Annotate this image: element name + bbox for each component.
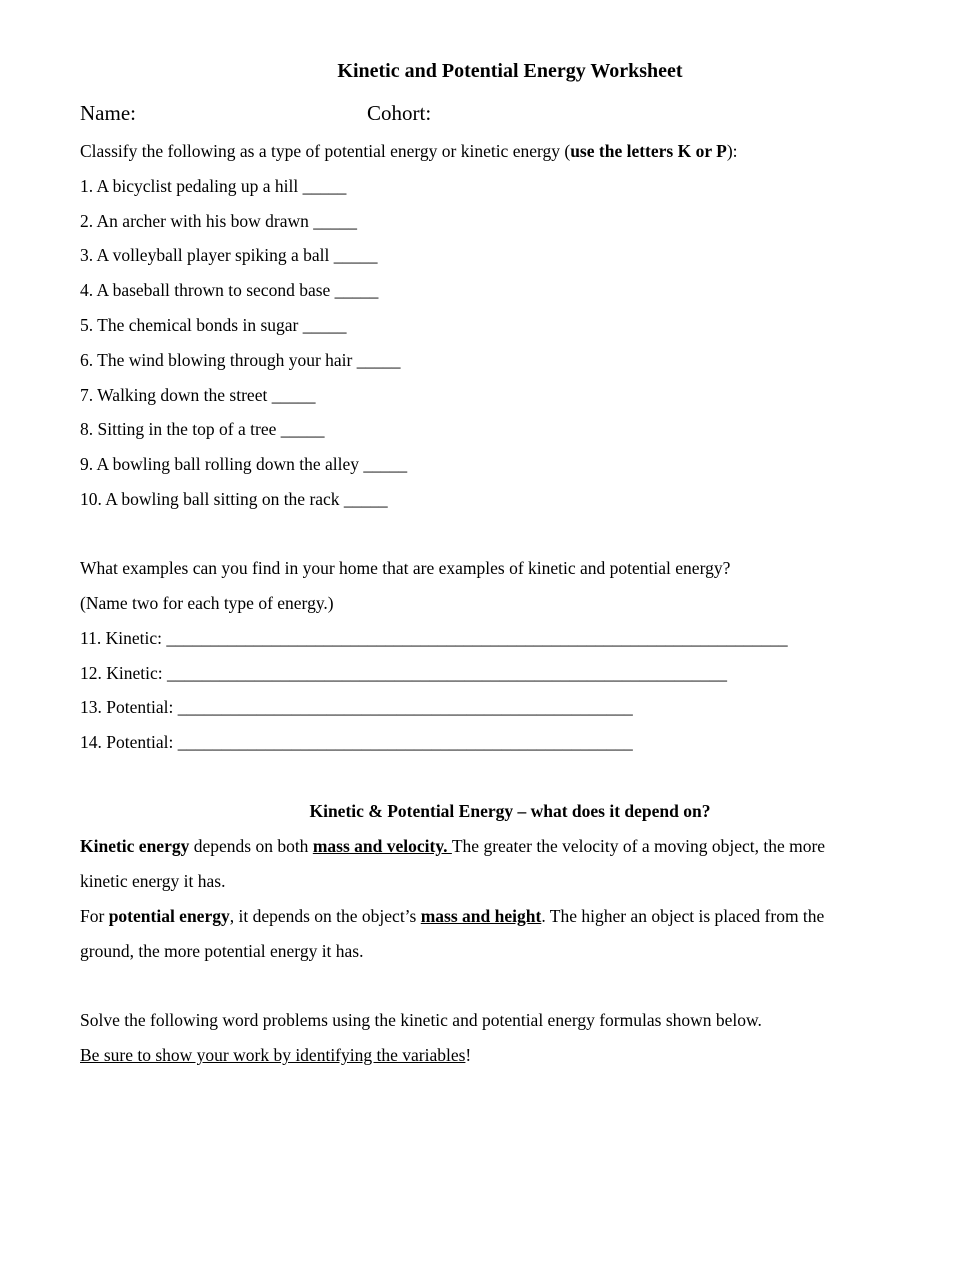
- classify-item-3: 3. A volleyball player spiking a ball _____: [80, 245, 378, 265]
- depends-heading: Kinetic & Potential Energy – what does it depend on?: [309, 801, 711, 821]
- potential-energy-bold: potential energy: [108, 906, 230, 926]
- classify-item-7: 7. Walking down the street _____: [80, 385, 316, 405]
- examples-question: What examples can you find in your home that are examples of kinetic and potential energy?: [80, 558, 731, 578]
- classify-item-9: 9. A bowling ball rolling down the alley _____: [80, 454, 408, 474]
- solve-instructions: Solve the following word problems using the kinetic and potential energy formulas shown below.: [80, 1010, 762, 1030]
- potential-text2: , it depends on the object’s: [229, 906, 421, 926]
- kinetic-paragraph-line2: kinetic energy it has.: [80, 871, 226, 891]
- cohort-label: Cohort:: [367, 101, 432, 125]
- mass-and-height: mass and height: [420, 906, 542, 926]
- name-label: Name:: [80, 101, 136, 125]
- classify-item-5: 5. The chemical bonds in sugar _____: [80, 315, 347, 335]
- mass-and-velocity: mass and velocity.: [312, 836, 452, 856]
- instructions-bold: use the letters K or P: [570, 141, 727, 161]
- examples-note: (Name two for each type of energy.): [80, 593, 334, 613]
- classify-item-8: 8. Sitting in the top of a tree _____: [80, 419, 325, 439]
- potential-text3: . The higher an object is placed from the: [541, 906, 825, 926]
- instructions-text-after: ):: [726, 141, 738, 161]
- classify-item-4: 4. A baseball thrown to second base _____: [80, 280, 379, 300]
- worksheet-title: Kinetic and Potential Energy Worksheet: [337, 60, 683, 82]
- classify-item-6: 6. The wind blowing through your hair _____: [80, 350, 401, 370]
- kinetic-text2: The greater the velocity of a moving object, the more: [451, 836, 826, 856]
- classify-item-1: 1. A bicyclist pedaling up a hill _____: [80, 176, 347, 196]
- show-work-underlined: Be sure to show your work by identifying the variables: [80, 1045, 466, 1065]
- example-item-14: 14. Potential: ____________________________________________________: [80, 732, 633, 752]
- example-item-11: 11. Kinetic: _______________________________________________________________________: [80, 628, 788, 648]
- potential-paragraph-line1: [80, 905, 824, 927]
- kinetic-text1: depends on both: [189, 836, 313, 856]
- potential-text1: For: [80, 906, 109, 926]
- example-item-12: 12. Kinetic: ________________________________________________________________: [80, 663, 727, 683]
- instructions-text-before: Classify the following as a type of potential energy or kinetic energy (: [80, 141, 571, 161]
- classify-item-2: 2. An archer with his bow drawn _____: [80, 211, 358, 231]
- show-work-after: !: [465, 1045, 472, 1065]
- kinetic-paragraph-line1: [80, 835, 825, 857]
- kinetic-energy-bold: Kinetic energy: [80, 836, 190, 856]
- show-work-note: [80, 1044, 471, 1066]
- classify-item-10: 10. A bowling ball sitting on the rack _____: [80, 489, 388, 509]
- classify-instructions: [80, 140, 738, 162]
- potential-paragraph-line2: ground, the more potential energy it has.: [80, 941, 364, 961]
- example-item-13: 13. Potential: ____________________________________________________: [80, 697, 633, 717]
